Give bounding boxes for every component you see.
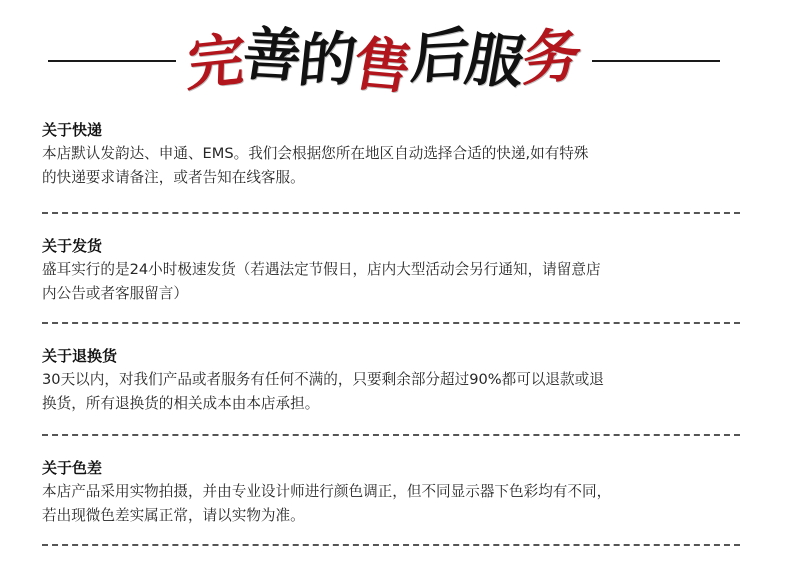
title-char: 务 — [520, 20, 585, 94]
dashed-divider — [42, 434, 740, 436]
title-char: 善 — [238, 19, 307, 91]
dashed-divider — [42, 544, 740, 546]
body-line: 若出现微色差实属正常，请以实物为准。 — [42, 507, 305, 524]
body-line: 本店产品采用实物拍摄，并由专业设计师进行颜色调正，但不同显示器下色彩均有不同， — [42, 483, 612, 500]
dashed-divider — [42, 212, 740, 214]
body-line: 内公告或者客服留言） — [42, 285, 188, 302]
section-body — [42, 258, 772, 306]
title-char: 完 — [185, 24, 246, 100]
body-line: 30天以内，对我们产品或者服务有任何不满的，只要剩余部分超过90%都可以退款或退 — [42, 371, 604, 388]
section-dispatch — [42, 234, 772, 306]
section-title: 关于色差 — [42, 459, 103, 477]
section-title: 关于发货 — [42, 237, 103, 255]
section-title: 关于快递 — [42, 121, 103, 139]
body-line: 盛耳实行的是24小时极速发货（若遇法定节假日，店内大型活动会另行通知，请留意店 — [42, 261, 601, 278]
header-left-rule — [48, 60, 176, 62]
section-returns — [42, 344, 772, 416]
body-line: 本店默认发韵达、申通、EMS。我们会根据您所在地区自动选择合适的快递,如有特殊 — [42, 145, 589, 162]
section-body — [42, 480, 772, 528]
title-char: 服 — [460, 25, 531, 97]
body-line: 的快递要求请备注，或者告知在线客服。 — [42, 169, 305, 186]
section-body — [42, 142, 772, 190]
page-title — [182, 8, 586, 108]
section-title: 关于退换货 — [42, 347, 118, 365]
title-char: 后 — [408, 20, 473, 92]
title-char: 的 — [295, 23, 361, 97]
header-right-rule — [592, 60, 720, 62]
section-body — [42, 368, 772, 416]
header-banner — [0, 0, 790, 110]
section-color-difference — [42, 456, 772, 528]
dashed-divider — [42, 322, 740, 324]
body-line: 换货，所有退换货的相关成本由本店承担。 — [42, 395, 320, 412]
title-char: 售 — [347, 29, 418, 102]
section-shipping — [42, 118, 772, 190]
